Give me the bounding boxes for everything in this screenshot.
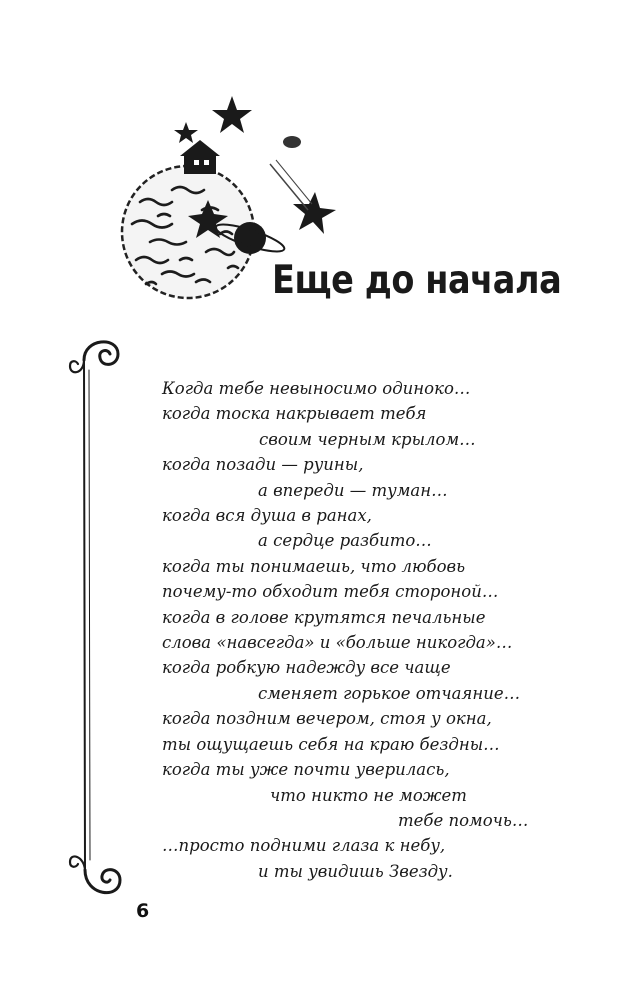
poem-line: когда в голове крутятся печальные (162, 607, 486, 627)
poem-line: тебе помочь… (398, 810, 529, 830)
comet-icon (270, 136, 312, 210)
poem-line: Когда тебе невыносимо одиноко… (162, 379, 471, 398)
poem-line: своим черным крылом… (259, 429, 476, 449)
poem-line: когда робкую надежду все чаще (162, 658, 451, 678)
poem-line: когда вся душа в ранах, (162, 506, 372, 526)
poem-line: …просто подними глаза к небу, (162, 836, 446, 856)
poem-body (162, 376, 582, 884)
poem-line: когда ты понимаешь, что любовь (162, 556, 466, 576)
scroll-ornament-icon (62, 330, 132, 910)
poem-line: ты ощущаешь себя на краю бездны… (162, 734, 500, 754)
poem-line: а впереди — туман… (258, 480, 448, 500)
house-icon (180, 140, 220, 174)
poem-line: сменяет горькое отчаяние… (258, 683, 521, 703)
poem-line: когда позади — руины, (162, 455, 364, 475)
page-number: 6 (136, 900, 150, 922)
poem-line: и ты увидишь Звезду. (258, 861, 453, 881)
poem-line: слова «навсегда» и «больше никогда»… (162, 633, 513, 653)
poem-line: когда тоска накрывает тебя (162, 404, 427, 424)
poem-line: когда поздним вечером, стоя у окна, (162, 709, 492, 729)
poem-line: что никто не может (270, 785, 467, 805)
poem-line: когда ты уже почти уверилась, (162, 760, 450, 780)
chapter-title: Еще до начала (272, 258, 562, 303)
planet-icon (122, 166, 254, 298)
poem-line: а сердце разбито… (258, 531, 432, 551)
poem-line: почему-то обходит тебя стороной… (162, 582, 499, 602)
